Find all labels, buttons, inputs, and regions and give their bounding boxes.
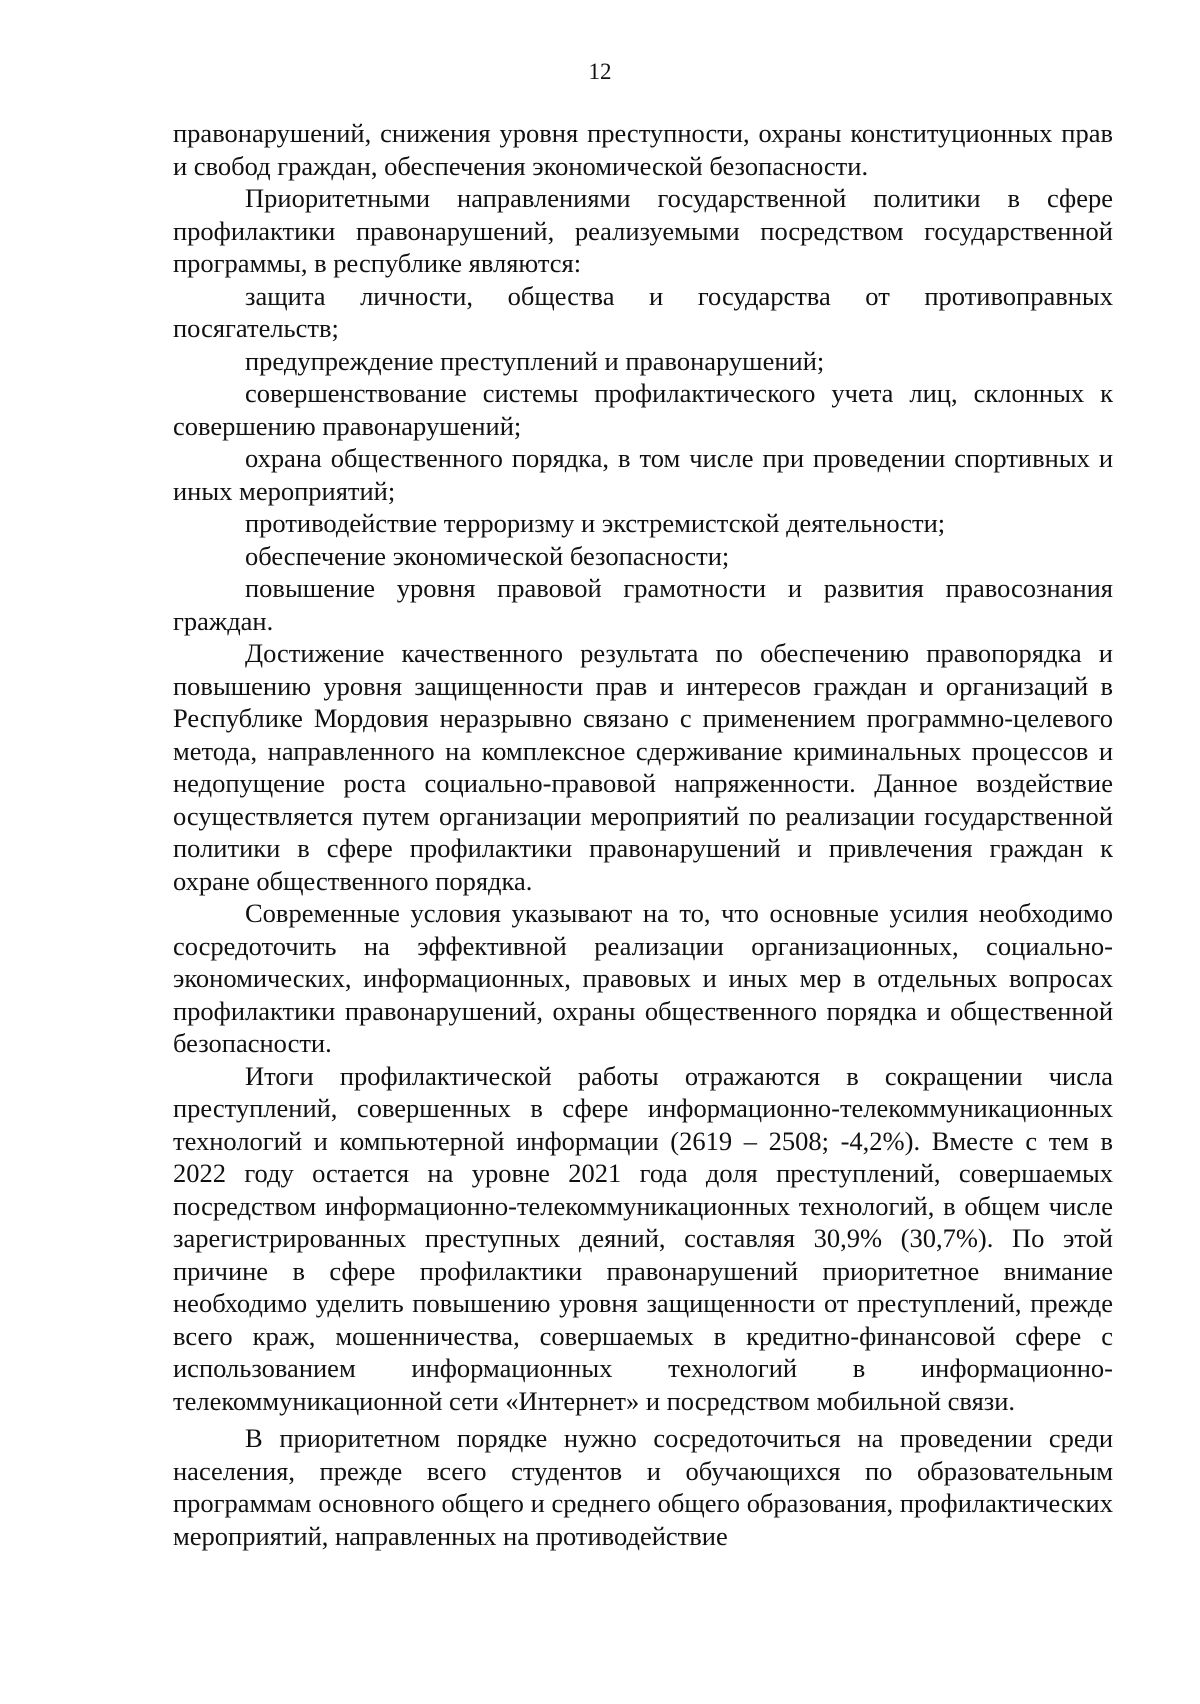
page-number: 12 (588, 59, 612, 84)
paragraph-current-conditions: Современные условия указывают на то, что основные усилия необходимо сосредоточить на эффективной реализации организационных, социально-экономических, информационных, правовых и иных мер в отдельных вопросах профилактики правонарушений, охраны общественного порядка и общественной безопасности. (173, 898, 1113, 1058)
list-item-counterterrorism: противодействие терроризму и экстремистской деятельности; (245, 508, 946, 538)
list-item-legal-literacy: повышение уровня правовой грамотности и развития правосознания граждан. (173, 573, 1113, 636)
list-item-registry: совершенствование системы профилактического учета лиц, склонных к совершению правонарушений; (173, 378, 1113, 441)
paragraph-priorities-intro: Приоритетными направлениями государственной политики в сфере профилактики правонарушений, реализуемыми посредством государственной программы, в республике являются: (173, 183, 1113, 278)
document-body (173, 117, 1113, 1552)
paragraph-program-method: Достижение качественного результата по обеспечению правопорядка и повышению уровня защищенности прав и интересов граждан и организаций в Республике Мордовия неразрывно связано с применением программно-целевого метода, направленного на комплексное сдерживание криминальных процессов и недопущение роста социально-правовой напряженности. Данное воздействие осуществляется путем организации мероприятий по реализации государственной политики в сфере профилактики правонарушений и привлечения граждан к охране общественного порядка. (173, 638, 1113, 896)
paragraph-priority-order: В приоритетном порядке нужно сосредоточиться на проведении среди населения, прежде всего студентов и обучающихся по образовательным программам основного общего и среднего общего образования, профилактических мероприятий, направленных на противодействие (173, 1423, 1113, 1551)
list-item-economic-security: обеспечение экономической безопасности; (245, 540, 730, 571)
paragraph-ict-crime-results: Итоги профилактической работы отражаются в сокращении числа преступлений, совершенных в сфере информационно-телекоммуникационных технологий и компьютерной информации (2619 – 2508; -4,2%). Вместе с тем в 2022 году остается на уровне 2021 года доля преступлений, совершаемых посредством информационно-телекоммуникационных технологий, в общем числе зарегистрированных преступных деяний, составляя 30,9% (30,7%). По этой причине в сфере профилактики правонарушений приоритетное внимание необходимо уделить повышению уровня защищенности от преступлений, прежде всего краж, мошенничества, совершаемых в кредитно-финансовой сфере с использованием информационных технологий в информационно-телекоммуникационной сети «Интернет» и посредством мобильной связи. (173, 1060, 1113, 1416)
list-item-public-order: охрана общественного порядка, в том числе при проведении спортивных и иных мероприятий; (173, 443, 1113, 506)
paragraph-continuation: правонарушений, снижения уровня преступности, охраны конституционных прав и свобод граждан, обеспечения экономической безопасности. (173, 118, 1113, 181)
list-item-protection: защита личности, общества и государства от противоправных посягательств; (173, 280, 1113, 343)
list-item-prevention: предупреждение преступлений и правонарушений; (245, 345, 825, 376)
